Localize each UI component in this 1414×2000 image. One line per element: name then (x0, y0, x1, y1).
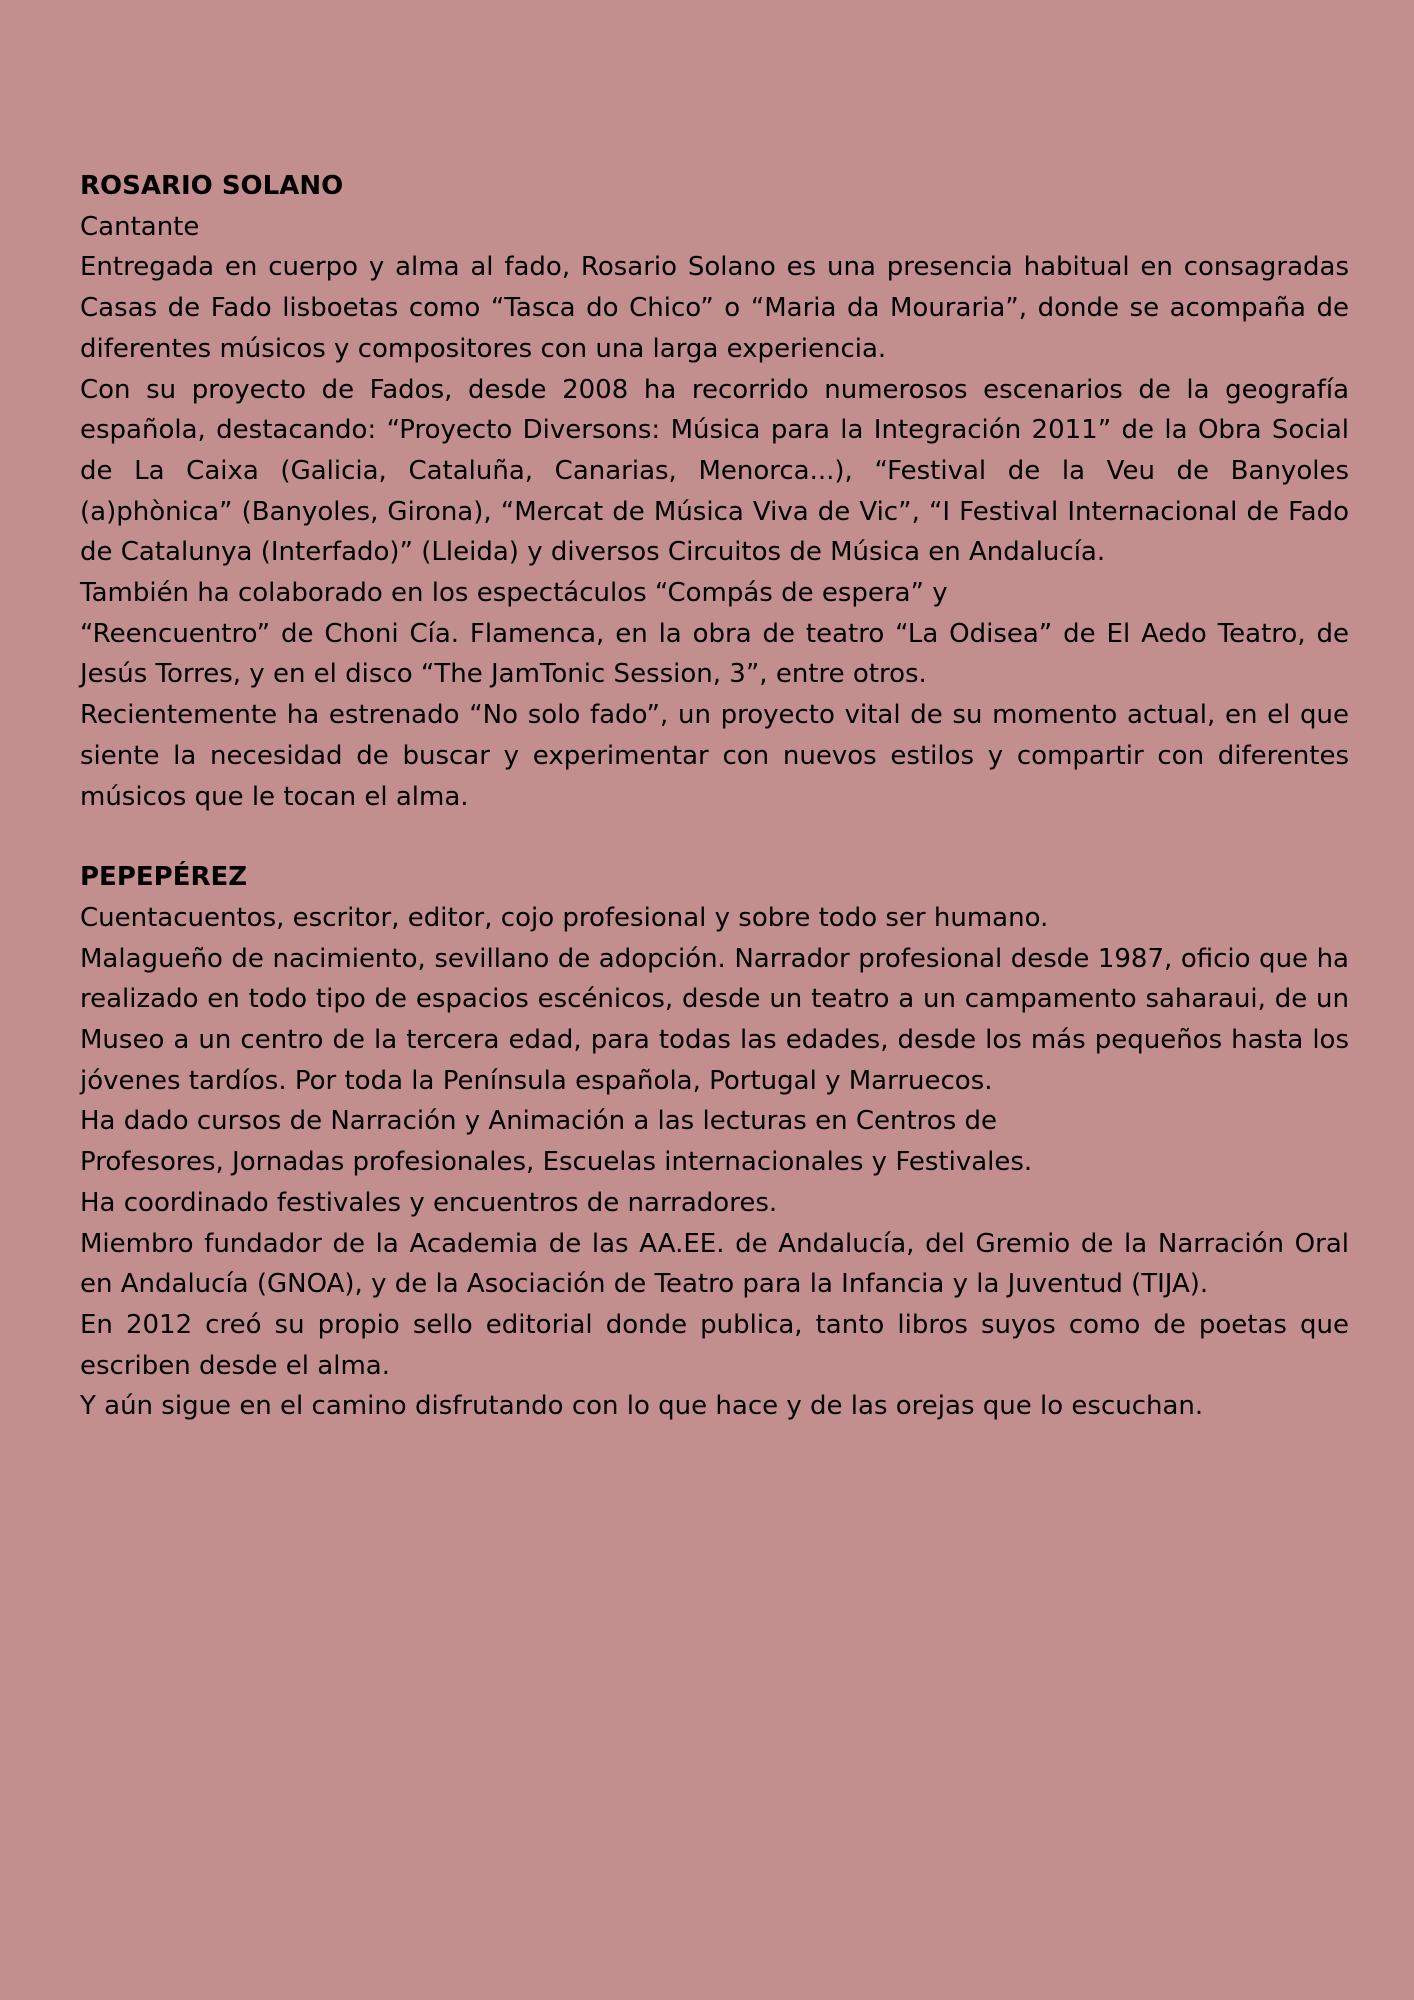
bio-section-rosario-solano (80, 166, 1349, 817)
bio-section-pepeperez (80, 857, 1349, 1427)
bio-name: ROSARIO SOLANO (80, 171, 344, 201)
bio-paragraph: Malagueño de nacimiento, sevillano de adopción. Narrador profesional desde 1987, oficio que ha realizado en todo tipo de espacios escénicos, desde un teatro a un campamento saharaui, de un Museo a un centro de la tercera edad, para todas las edades, desde los más pequeños hasta los jóvenes tardíos. Por toda la Península española, Portugal y Marruecos. (80, 943, 1349, 1096)
bio-paragraph: Entregada en cuerpo y alma al fado, Rosario Solano es una presencia habitual en consagradas Casas de Fado lisboetas como “Tasca do Chico” o “Maria da Mouraria”, donde se acompaña de diferentes músicos y compositores con una larga experiencia. (80, 252, 1349, 364)
bio-paragraph: Y aún sigue en el camino disfrutando con lo que hace y de las orejas que lo escuchan. (80, 1391, 1204, 1422)
bio-paragraph: Miembro fundador de la Academia de las AA.EE. de Andalucía, del Gremio de la Narración Oral en Andalucía (GNOA), y de la Asociación de Teatro para la Infancia y la Juventud (TIJA). (80, 1228, 1349, 1300)
bio-paragraph: Profesores, Jornadas profesionales, Escuelas internacionales y Festivales. (80, 1147, 1033, 1178)
bio-paragraph: “Reencuentro” de Choni Cía. Flamenca, en la obra de teatro “La Odisea” de El Aedo Teatro, de Jesús Torres, y en el disco “The JamTonic Session, 3”, entre otros. (80, 618, 1349, 690)
bio-name: PEPEPÉREZ (80, 862, 248, 893)
bio-role: Cuentacuentos, escritor, editor, cojo profesional y sobre todo ser humano. (80, 902, 1049, 933)
bio-paragraph: En 2012 creó su propio sello editorial donde publica, tanto libros suyos como de poetas que escriben desde el alma. (80, 1309, 1349, 1381)
document-page (80, 166, 1349, 1427)
bio-paragraph: También ha colaborado en los espectáculos “Compás de espera” y (80, 578, 948, 609)
bio-paragraph: Ha dado cursos de Narración y Animación a las lecturas en Centros de (80, 1106, 998, 1137)
bio-paragraph: Ha coordinado festivales y encuentros de narradores. (80, 1187, 778, 1218)
bio-paragraph: Recientemente ha estrenado “No solo fado”, un proyecto vital de su momento actual, en el que siente la necesidad de buscar y experimentar con nuevos estilos y compartir con diferentes músicos que le tocan el alma. (80, 700, 1349, 812)
bio-paragraph: Con su proyecto de Fados, desde 2008 ha recorrido numerosos escenarios de la geografía española, destacando: “Proyecto Diversons: Música para la Integración 2011” de la Obra Social de La Caixa (Galicia, Cataluña, Canarias, Menorca...), “Festival de la Veu de Banyoles (a)phònica” (Banyoles, Girona), “Mercat de Música Viva de Vic”, “I Festival Internacional de Fado de Catalunya (Interfado)” (Lleida) y diversos Circuitos de Música en Andalucía. (80, 374, 1349, 568)
bio-role: Cantante (80, 211, 200, 242)
